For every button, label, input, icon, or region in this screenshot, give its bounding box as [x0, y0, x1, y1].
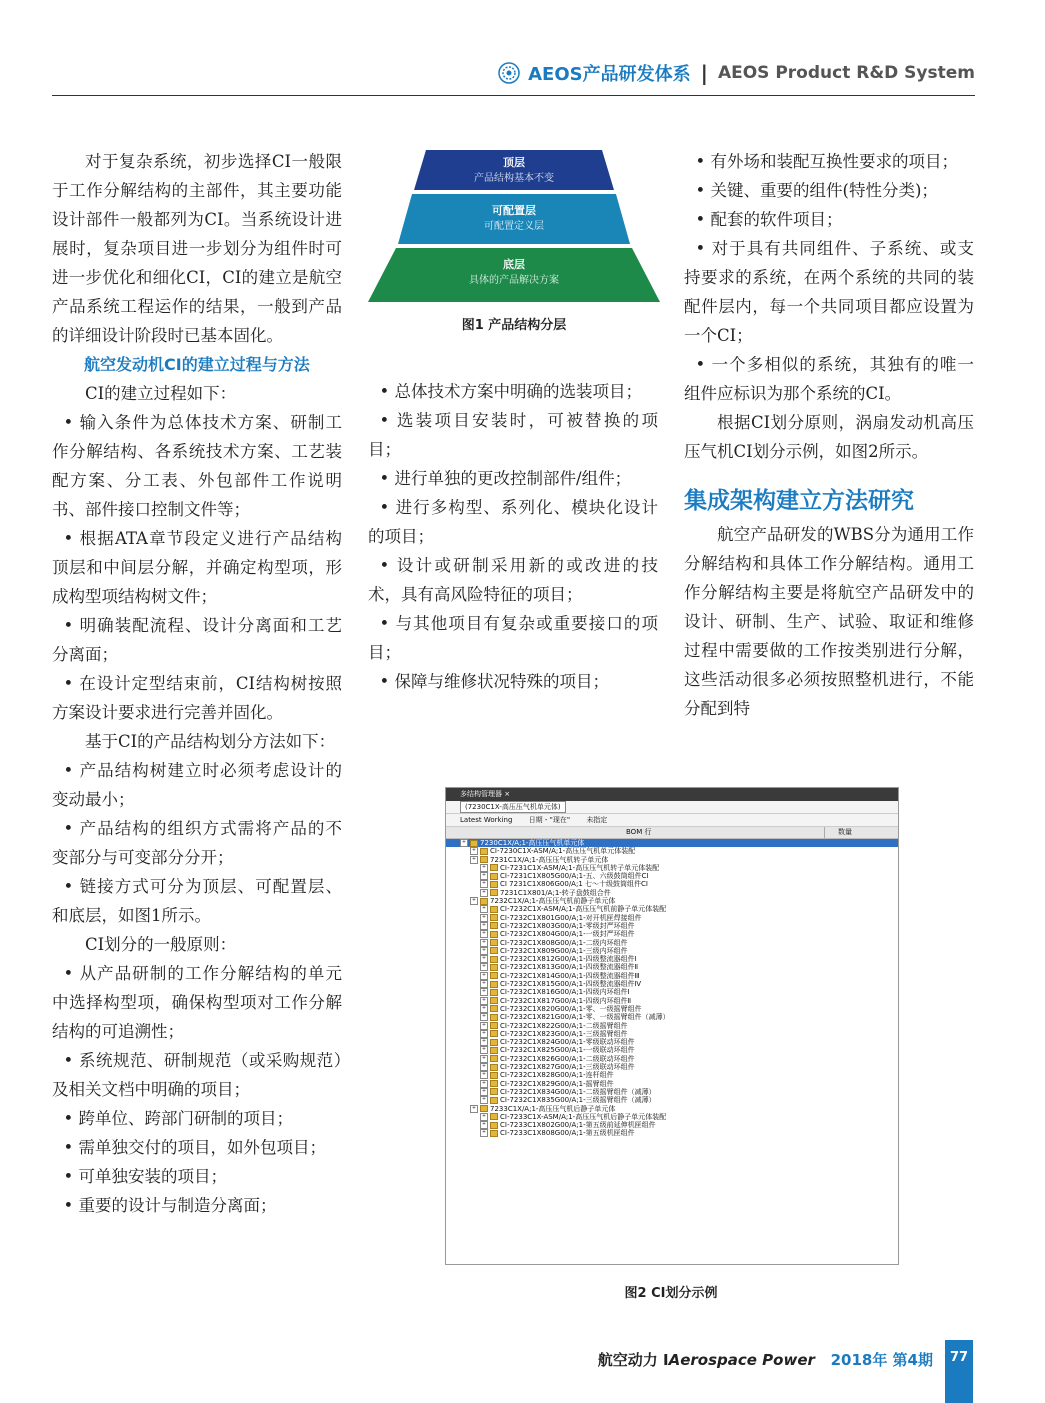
bom-row-label: CI-7232C1X809G00/A;1-三级内环组件	[500, 946, 628, 955]
bullet-item: • 重要的设计与制造分离面；	[63, 1196, 277, 1215]
bom-tree-row[interactable]	[446, 880, 898, 888]
bom-row-label: 7233C1X/A;1-高压压气机后静子单元体	[490, 1104, 616, 1113]
expand-toggle-icon[interactable]: +	[481, 988, 487, 995]
bullet-item: • 设计或研制采用新的或改进的技术，具有高风险特征的项目；	[368, 556, 658, 604]
item-revision-icon	[490, 881, 498, 888]
pyramid-middle-layer	[398, 194, 630, 244]
item-revision-icon	[490, 989, 498, 996]
bom-column-header: BOM 行	[626, 828, 652, 836]
bom-tree-row[interactable]	[446, 1088, 898, 1096]
running-header	[498, 60, 975, 86]
bullet-item: • 有外场和装配互换性要求的项目；	[695, 152, 959, 171]
bom-row-label: CI-7232C1X824G00/A;1-零级联动环组件	[500, 1038, 635, 1047]
bom-row-label: CI-7232C1X-ASM/A;1-高压压气机前静子单元体装配	[500, 905, 667, 914]
paragraph: 基于CI的产品结构划分方法如下：	[85, 732, 336, 751]
item-revision-icon	[490, 1005, 498, 1012]
expand-toggle-icon[interactable]: +	[481, 1004, 487, 1011]
expand-toggle-icon[interactable]: +	[481, 921, 487, 928]
item-revision-icon	[490, 1080, 498, 1087]
pyramid-mid-sub: 可配置定义层	[484, 221, 544, 232]
item-revision-icon	[480, 1105, 488, 1112]
bom-tree-row[interactable]	[446, 939, 898, 947]
expand-toggle-icon[interactable]: +	[481, 955, 487, 962]
item-revision-icon	[490, 981, 498, 988]
bom-tree-row[interactable]	[446, 1013, 898, 1021]
bom-row-label: CI-7230C1X-ASM/A;1-高压压气机单元体装配	[490, 847, 636, 856]
journal-bar: I	[663, 1351, 669, 1369]
pyramid-bot-title: 底层	[503, 258, 525, 271]
bom-tree-row[interactable]	[446, 972, 898, 980]
item-revision-icon	[490, 1047, 498, 1054]
bullet-item: • 产品结构树建立时必须考虑设计的变动最小；	[52, 761, 342, 809]
item-revision-icon	[480, 848, 488, 855]
figure1-pyramid	[368, 150, 660, 302]
expand-toggle-icon[interactable]: +	[471, 1104, 477, 1111]
pyramid-mid-title: 可配置层	[492, 204, 536, 217]
bom-row-label: CI-7232C1X815G00/A;1-四级整流器组件Ⅳ	[500, 980, 642, 989]
expand-toggle-icon[interactable]: +	[481, 1013, 487, 1020]
subheading: 航空发动机CI的建立过程与方法	[84, 355, 310, 374]
column-3	[684, 147, 974, 723]
paragraph: 根据CI划分原则，涡扇发动机高压压气机CI划分示例，如图2所示。	[684, 413, 974, 461]
bom-row-label: 7231C1X801/A;1-转子盘鼓组合件	[500, 888, 611, 897]
page-footer	[598, 1349, 933, 1370]
bom-row-label: CI-7232C1X821G00/A;1-零、一级摇臂组件（减薄）	[500, 1013, 670, 1022]
structure-manager-tab: 多结构管理器 ×	[446, 788, 898, 801]
bullet-item: • 总体技术方案中明确的选装项目；	[379, 382, 643, 401]
journal-name-cn: 航空动力	[597, 1351, 658, 1369]
bom-row-label: CI-7232C1X804G00/A;1-一级封严环组件	[500, 930, 635, 939]
expand-toggle-icon[interactable]: +	[481, 1046, 487, 1053]
bullet-item: • 从产品研制的工作分解结构的单元中选择构型项，确保构型项对工作分解结构的可追溯性；	[52, 964, 342, 1041]
figure2-caption: 图2 CI划分示例	[624, 1286, 718, 1301]
header-title-cn: AEOS产品研发体系	[528, 64, 691, 85]
bom-row-label: CI-7232C1X813G00/A;1-四级整流器组件Ⅱ	[500, 963, 639, 972]
bom-row-label: CI-7231C1X805G00/A;1-五、六级鼓筒组件CI	[500, 872, 649, 881]
item-revision-icon	[490, 956, 498, 963]
expand-toggle-icon[interactable]: +	[481, 1087, 487, 1094]
bom-tree-row[interactable]	[446, 856, 898, 864]
item-revision-icon	[490, 873, 498, 880]
bom-row-label: CI-7232C1X834G00/A;1-二级摇臂组件（减薄）	[500, 1087, 656, 1096]
journal-name-en: Aerospace Power	[668, 1351, 815, 1369]
bom-tree-row[interactable]	[446, 847, 898, 855]
expand-toggle-icon[interactable]: +	[481, 1121, 487, 1128]
expand-toggle-icon[interactable]: +	[471, 855, 477, 862]
bom-tree-row[interactable]	[446, 1105, 898, 1113]
header-rule	[52, 95, 975, 96]
bom-tree-row[interactable]	[446, 889, 898, 897]
bullet-item: • 保障与维修状况特殊的项目；	[379, 672, 610, 691]
qty-column-header: 数量	[838, 828, 852, 836]
expand-toggle-icon[interactable]: +	[471, 847, 477, 854]
bom-tree-row[interactable]	[446, 864, 898, 872]
revision-rule: Latest Working	[460, 816, 513, 824]
bom-row-label: CI-7231C1X-ASM/A;1-高压压气机转子单元体装配	[500, 863, 660, 872]
bom-tree-row[interactable]	[446, 1071, 898, 1079]
expand-toggle-icon[interactable]: +	[481, 1021, 487, 1028]
item-revision-icon	[490, 1097, 498, 1104]
bom-tree-row[interactable]	[446, 963, 898, 971]
expand-toggle-icon[interactable]: +	[481, 971, 487, 978]
page-number: 77	[945, 1340, 973, 1403]
bullet-item: • 明确装配流程、设计分离面和工艺分离面；	[52, 616, 342, 664]
paragraph: 航空产品研发的WBS分为通用工作分解结构和具体工作分解结构。通用工作分解结构主要是将航空产品研发中的设计、研制、生产、试验、取证和维修过程中需要做的工作按类别进行分解，这些活动很多必须按照整机进行，不能分配到特	[684, 525, 974, 718]
bom-row-label: CI-7232C1X812G00/A;1-四级整流器组件Ⅰ	[500, 955, 637, 964]
column-header	[446, 827, 898, 839]
column-1	[52, 147, 342, 1220]
bullet-item: • 跨单位、跨部门研制的项目；	[63, 1109, 294, 1128]
bom-tree-row[interactable]	[446, 1129, 898, 1137]
expand-toggle-icon[interactable]: +	[481, 1054, 487, 1061]
item-revision-icon	[490, 1064, 498, 1071]
bom-tree-row[interactable]	[446, 914, 898, 922]
bom-tree-row[interactable]	[446, 1022, 898, 1030]
item-revision-icon	[490, 1088, 498, 1095]
expand-toggle-icon[interactable]: +	[481, 872, 487, 879]
aeos-logo-icon	[498, 62, 520, 84]
bom-tree-row[interactable]	[446, 1030, 898, 1038]
item-revision-icon	[490, 931, 498, 938]
item-revision-icon	[490, 1030, 498, 1037]
bom-row-label: CI-7232C1X801G00/A;1-对开机匣焊接组件	[500, 913, 642, 922]
issue-label: 2018年 第4期	[830, 1351, 933, 1369]
bom-row-label: CI-7232C1X829G00/A;1-摇臂组件	[500, 1079, 614, 1088]
figure2-screenshot	[445, 787, 899, 1265]
expand-toggle-icon[interactable]: +	[481, 1029, 487, 1036]
bom-row-label: CI-7232C1X826G00/A;1-二级联动环组件	[500, 1054, 635, 1063]
bullet-item: • 系统规范、研制规范（或采购规范）及相关文档中明确的项目；	[52, 1051, 342, 1099]
bullet-item: • 一个多相似的系统，其独有的唯一组件应标识为那个系统的CI。	[684, 355, 974, 403]
bullet-item: • 进行多构型、系列化、模块化设计的项目；	[368, 498, 658, 546]
bom-tree-row[interactable]	[446, 1080, 898, 1088]
bullet-item: • 选装项目安装时，可被替换的项目；	[368, 411, 658, 459]
bom-tree	[446, 839, 898, 1138]
bullet-item: • 根据ATA章节段定义进行产品结构顶层和中间层分解，并确定构型项，形成构型项结构树文件；	[52, 529, 342, 606]
item-revision-icon	[490, 864, 498, 871]
expand-toggle-icon[interactable]: +	[481, 996, 487, 1003]
expand-toggle-icon[interactable]: +	[461, 839, 467, 845]
expand-toggle-icon[interactable]: +	[481, 1038, 487, 1045]
bom-row-label: CI-7232C1X823G00/A;1-三级摇臂组件	[500, 1029, 628, 1038]
column-2	[368, 377, 658, 696]
bom-row-label: CI-7233C1X802G00/A;1-第五级前延伸机匣组件	[500, 1121, 656, 1130]
bom-row-label: CI-7232C1X820G00/A;1-零、一级摇臂组件	[500, 1004, 642, 1013]
header-separator: |	[700, 61, 708, 85]
item-revision-icon	[490, 1014, 498, 1021]
item-revision-icon	[490, 1022, 498, 1029]
bom-tree-row[interactable]	[446, 1046, 898, 1054]
item-revision-icon	[490, 1113, 498, 1120]
item-revision-icon	[490, 922, 498, 929]
pyramid-top-title: 顶层	[503, 156, 525, 169]
path-bar	[446, 801, 898, 814]
bom-row-label: CI-7232C1X822G00/A;1-二级摇臂组件	[500, 1021, 628, 1030]
bom-row-label: 7232C1X/A;1-高压压气机前静子单元体	[490, 897, 616, 906]
bom-row-label: 7230C1X/A;1-高压压气机单元体	[480, 839, 585, 847]
bom-tree-row[interactable]	[446, 930, 898, 938]
item-revision-icon	[490, 1055, 498, 1062]
item-revision-icon	[490, 889, 498, 896]
bom-tree-row[interactable]	[446, 1096, 898, 1104]
item-revision-icon	[490, 947, 498, 954]
item-revision-icon	[480, 898, 488, 905]
bom-row-label: CI-7232C1X803G00/A;1-零级封严环组件	[500, 921, 635, 930]
bom-row-label: CI-7232C1X816G00/A;1-四级内环组件Ⅰ	[500, 988, 630, 997]
bom-tree-row[interactable]	[446, 988, 898, 996]
expand-toggle-icon[interactable]: +	[481, 905, 487, 912]
paragraph: CI的建立过程如下：	[85, 384, 237, 403]
expand-toggle-icon[interactable]: +	[481, 1063, 487, 1070]
expand-toggle-icon[interactable]: +	[471, 897, 477, 904]
bom-tree-row[interactable]	[446, 947, 898, 955]
bullet-item: • 与其他项目有复杂或重要接口的项目；	[368, 614, 658, 662]
item-revision-icon	[490, 964, 498, 971]
item-revision-icon	[490, 1130, 498, 1137]
expand-toggle-icon[interactable]: +	[481, 930, 487, 937]
revision-rule-bar	[446, 814, 898, 827]
expand-toggle-icon[interactable]: +	[481, 1129, 487, 1136]
bullet-item: • 配套的软件项目；	[695, 210, 843, 229]
item-revision-icon	[490, 1122, 498, 1129]
bom-row-label: CI-7232C1X835G00/A;1-三级摇臂组件（减薄）	[500, 1096, 656, 1105]
bom-row-label: CI-7232C1X828G00/A;1-连杆组件	[500, 1071, 614, 1080]
bullet-item: • 对于具有共同组件、子系统、或支持要求的系统，在两个系统的共同的装配件层内，每一个共同项目都应设置为一个CI；	[684, 239, 974, 345]
bom-tree-row[interactable]	[446, 1113, 898, 1121]
bom-tree-row[interactable]	[446, 997, 898, 1005]
expand-toggle-icon[interactable]: +	[481, 880, 487, 887]
item-revision-icon	[470, 840, 478, 847]
item-revision-icon	[490, 914, 498, 921]
item-revision-icon	[490, 939, 498, 946]
expand-toggle-icon[interactable]: +	[481, 913, 487, 920]
figure1-caption: 图1 产品结构分层	[461, 318, 567, 333]
section-heading: 集成架构建立方法研究	[684, 488, 914, 514]
variant-rule: 未指定	[586, 816, 608, 824]
paragraph: 对于复杂系统，初步选择CI一般限于工作分解结构的主部件，其主要功能设计部件一般都列为CI。当系统设计进展时，复杂项目进一步划分为组件时可进一步优化和细化CI，CI的建立是航空产品系统工程运作的结果，一般到产品的详细设计阶段时已基本固化。	[52, 152, 342, 345]
bom-tree-row[interactable]	[446, 905, 898, 913]
bullet-item: • 进行单独的更改控制部件/组件；	[379, 469, 632, 488]
expand-toggle-icon[interactable]: +	[481, 938, 487, 945]
bom-row-label: CI-7232C1X825G00/A;1-一级联动环组件	[500, 1046, 635, 1055]
bom-row-label: CI-7232C1X814G00/A;1-四级整流器组件Ⅲ	[500, 971, 640, 980]
bullet-item: • 链接方式可分为顶层、可配置层、和底层，如图1所示。	[52, 877, 342, 925]
bom-row-label: CI-7232C1X827G00/A;1-三级联动环组件	[500, 1063, 635, 1072]
expand-toggle-icon[interactable]: +	[481, 1079, 487, 1086]
bullet-item: • 在设计定型结束前，CI结构树按照方案设计要求进行完善并固化。	[52, 674, 342, 722]
bom-row-label: CI-7233C1X-ASM/A;1-高压压气机后静子单元体装配	[500, 1112, 667, 1121]
expand-toggle-icon[interactable]: +	[481, 1071, 487, 1078]
bom-row-label: CI 7231C1X806G00/A;1 七～十级鼓筒组件CI	[500, 880, 648, 889]
expand-toggle-icon[interactable]: +	[481, 946, 487, 953]
bom-tree-row[interactable]	[446, 1055, 898, 1063]
bom-tree-row[interactable]	[446, 1005, 898, 1013]
bom-row-label: CI-7232C1X817G00/A;1-四级内环组件Ⅱ	[500, 996, 632, 1005]
bullet-item: • 产品结构的组织方式需将产品的不变部分与可变部分分开；	[52, 819, 342, 867]
bullet-item: • 关键、重要的组件(特性分类)；	[695, 181, 938, 200]
date-rule: 日期 - "现在"	[528, 816, 571, 824]
bom-row-label: CI-7232C1X808G00/A;1-二级内环组件	[500, 938, 628, 947]
expand-toggle-icon[interactable]: +	[481, 1112, 487, 1119]
bullet-item: • 可单独安装的项目；	[63, 1167, 228, 1186]
bullet-item: • 需单独交付的项目，如外包项目；	[63, 1138, 327, 1157]
bom-row-label: 7231C1X/A;1-高压压气机转子单元体	[490, 855, 609, 864]
expand-toggle-icon[interactable]: +	[481, 963, 487, 970]
expand-toggle-icon[interactable]: +	[481, 980, 487, 987]
item-revision-icon	[490, 1039, 498, 1046]
item-revision-icon	[480, 856, 488, 863]
item-revision-icon	[490, 906, 498, 913]
expand-toggle-icon[interactable]: +	[481, 888, 487, 895]
root-path: (7230C1X-高压压气机单元体)	[460, 801, 566, 813]
pyramid-top-sub: 产品结构基本不变	[474, 173, 554, 184]
item-revision-icon	[490, 1072, 498, 1079]
item-revision-icon	[490, 972, 498, 979]
expand-toggle-icon[interactable]: +	[481, 1096, 487, 1103]
expand-toggle-icon[interactable]: +	[481, 863, 487, 870]
column-divider	[824, 827, 825, 838]
header-title-en: AEOS Product R&D System	[717, 63, 975, 83]
item-revision-icon	[490, 997, 498, 1004]
bom-row-label: CI-7233C1X808G00/A;1-第五级机匣组件	[500, 1129, 635, 1138]
paragraph: CI划分的一般原则：	[85, 935, 237, 954]
bullet-item: • 输入条件为总体技术方案、研制工作分解结构、各系统技术方案、工艺装配方案、分工表、外包部件工作说明书、部件接口控制文件等；	[52, 413, 342, 519]
pyramid-bot-sub: 具体的产品解决方案	[469, 275, 559, 286]
